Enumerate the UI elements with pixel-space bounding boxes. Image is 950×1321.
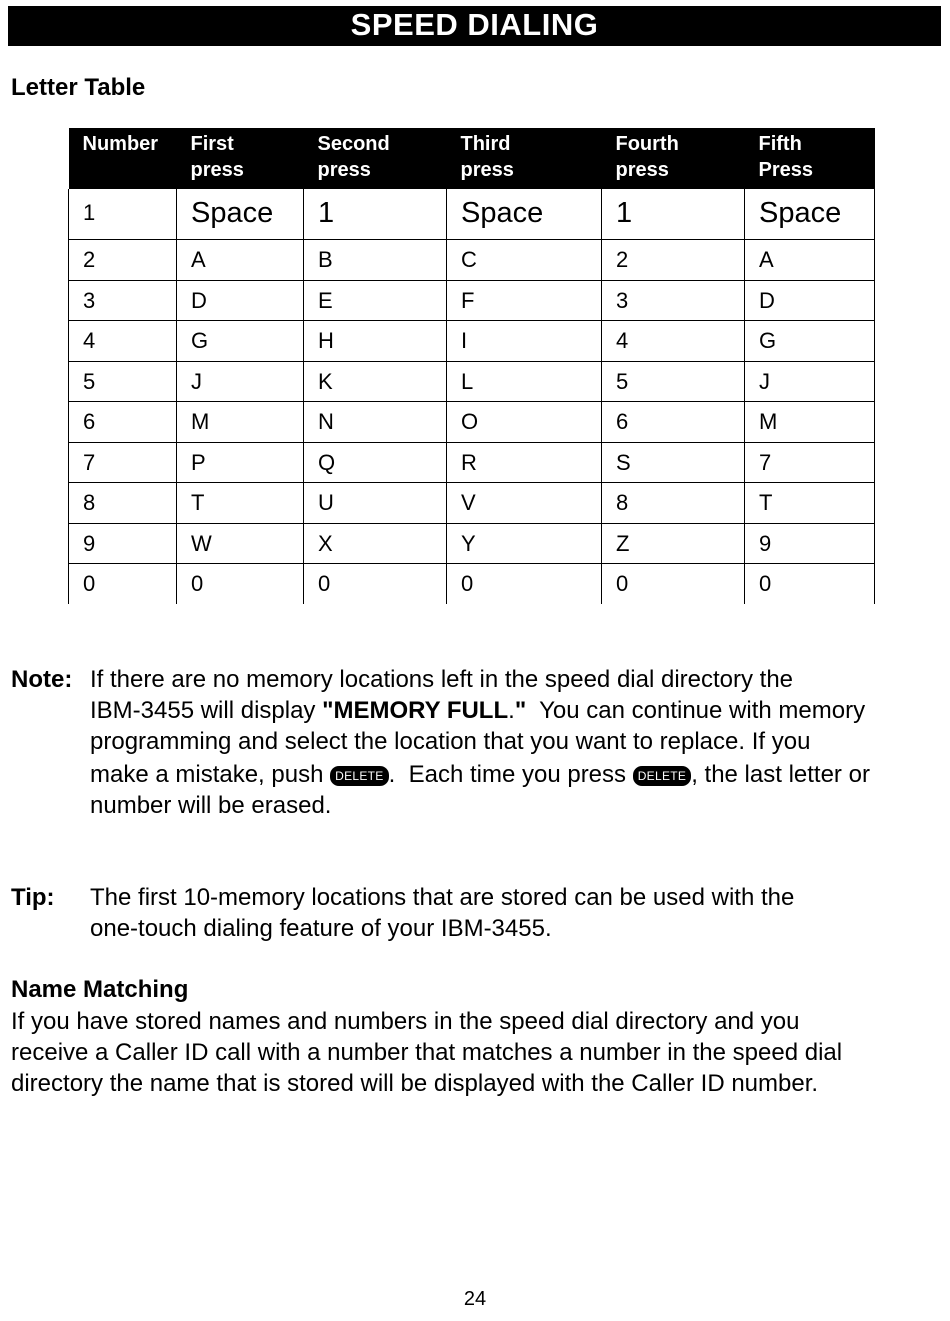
- table-cell: [745, 361, 875, 402]
- table-cell-text: 4: [616, 328, 629, 353]
- table-cell-text: X: [318, 530, 333, 556]
- table-cell: [745, 321, 875, 362]
- table-cell-text: 0: [461, 571, 474, 596]
- column-header: [69, 128, 177, 189]
- table-cell: [602, 402, 745, 443]
- table-cell-text: 9: [759, 530, 772, 556]
- name-matching-line: receive a Caller ID call with a number that matches a number in the speed dial: [11, 1039, 843, 1066]
- table-cell-text: 0: [191, 571, 204, 596]
- table-cell-text: 6: [83, 409, 96, 434]
- table-row: [69, 240, 875, 281]
- table-cell-text: U: [318, 490, 334, 515]
- table-cell: [69, 483, 177, 524]
- table-cell-text: 0: [616, 571, 629, 596]
- table-cell-text: B: [318, 247, 333, 272]
- table-row: [69, 564, 875, 604]
- table-cell: [177, 280, 304, 321]
- table-cell: [304, 402, 447, 443]
- table-cell: [447, 402, 602, 443]
- table-cell-text: A: [191, 247, 206, 272]
- table-cell: [69, 442, 177, 483]
- note-line: number will be erased.: [90, 792, 332, 819]
- table-cell: [602, 240, 745, 281]
- table-cell-text: H: [318, 328, 334, 353]
- table-cell: [304, 361, 447, 402]
- column-header-line: Fifth: [758, 133, 802, 155]
- letter-table: [68, 128, 875, 604]
- table-cell-text: J: [191, 368, 202, 394]
- delete-key-icon: DELETE: [330, 766, 388, 786]
- table-cell: [304, 321, 447, 362]
- table-cell: [304, 523, 447, 564]
- column-header-line: press: [190, 159, 244, 181]
- table-cell: [69, 523, 177, 564]
- column-header-line: First: [190, 133, 234, 155]
- table-cell-text: A: [759, 247, 774, 272]
- table-cell-text: 2: [616, 247, 629, 272]
- note-line: [90, 695, 870, 726]
- table-cell-text: 5: [616, 368, 629, 394]
- table-cell: [602, 442, 745, 483]
- table-cell: [602, 483, 745, 524]
- table-row: [69, 483, 875, 524]
- table-row: [69, 321, 875, 362]
- table-cell-text: T: [191, 490, 205, 515]
- name-matching-text: [11, 1006, 842, 1099]
- note-text-span: , the last letter or: [691, 761, 870, 788]
- table-cell-text: Space: [759, 197, 842, 229]
- delete-key-icon: DELETE: [633, 766, 691, 786]
- table-cell: [304, 189, 447, 240]
- letter-table-heading: Letter Table: [11, 74, 146, 101]
- table-cell: [177, 189, 304, 240]
- table-cell: [177, 240, 304, 281]
- table-cell-text: G: [191, 328, 209, 353]
- letter-table-body: [69, 189, 875, 604]
- name-matching-heading: Name Matching: [11, 976, 189, 1003]
- table-cell-text: M: [759, 409, 778, 434]
- table-cell-text: 9: [83, 530, 96, 556]
- note-text-span: IBM-3455 will display: [90, 697, 323, 724]
- table-cell-text: C: [461, 247, 477, 272]
- column-header: [447, 128, 602, 189]
- letter-table-header: [69, 128, 875, 189]
- column-header: [745, 128, 875, 189]
- table-cell-text: 4: [83, 328, 96, 353]
- column-header-line: press: [615, 159, 669, 181]
- table-cell: [447, 280, 602, 321]
- table-cell-text: Q: [318, 449, 336, 475]
- table-cell: [69, 280, 177, 321]
- note-text-span: .: [508, 697, 515, 724]
- table-cell: [304, 483, 447, 524]
- table-cell: [745, 483, 875, 524]
- table-cell: [69, 240, 177, 281]
- column-header: [304, 128, 447, 189]
- table-cell: [745, 564, 875, 604]
- table-cell: [177, 402, 304, 443]
- tip-line: The first 10-memory locations that are stored can be used with the: [90, 884, 795, 911]
- table-cell: [447, 523, 602, 564]
- table-cell-text: 1: [318, 197, 335, 229]
- table-cell-text: 1: [83, 200, 96, 225]
- table-cell-text: E: [318, 287, 333, 313]
- tip-line: one-touch dialing feature of your IBM-3455.: [90, 915, 552, 942]
- table-cell: [447, 189, 602, 240]
- table-cell: [602, 321, 745, 362]
- table-cell: [447, 240, 602, 281]
- table-row: [69, 361, 875, 402]
- table-cell-text: 0: [83, 571, 96, 596]
- table-cell: [177, 361, 304, 402]
- table-cell-text: L: [461, 368, 474, 394]
- column-header-line: Fourth: [615, 133, 679, 155]
- name-matching-line: directory the name that is stored will be displayed with the Caller ID number.: [11, 1070, 819, 1097]
- table-cell-text: D: [759, 287, 775, 313]
- table-cell: [177, 564, 304, 604]
- note-line: If there are no memory locations left in the speed dial directory the: [90, 666, 794, 693]
- table-cell: [602, 280, 745, 321]
- note-line: programming and select the location that you want to replace. If you: [90, 728, 811, 755]
- table-cell-text: 0: [759, 571, 772, 596]
- table-cell-text: 6: [616, 409, 629, 434]
- table-cell-text: K: [318, 368, 333, 394]
- table-cell: [447, 321, 602, 362]
- name-matching-line: If you have stored names and numbers in the speed dial directory and you: [11, 1008, 800, 1035]
- table-cell: [745, 240, 875, 281]
- table-cell: [69, 402, 177, 443]
- table-cell-text: S: [616, 449, 631, 475]
- table-cell-text: 8: [616, 490, 629, 515]
- column-header-line: press: [460, 159, 514, 181]
- note-text: [90, 664, 870, 821]
- table-cell-text: I: [461, 328, 468, 353]
- table-cell: [177, 321, 304, 362]
- table-cell: [602, 361, 745, 402]
- memory-full-text: "MEMORY FULL: [322, 697, 509, 724]
- table-cell: [304, 240, 447, 281]
- column-header-line: press: [317, 159, 371, 181]
- table-cell-text: N: [318, 409, 334, 434]
- table-cell: [745, 523, 875, 564]
- table-cell: [177, 523, 304, 564]
- column-header-line: Number: [82, 133, 159, 155]
- table-cell: [447, 361, 602, 402]
- table-row: [69, 402, 875, 443]
- table-row: [69, 523, 875, 564]
- table-cell-text: T: [759, 490, 773, 515]
- table-cell-text: V: [461, 490, 476, 515]
- memory-full-quote: ": [514, 697, 527, 724]
- note-label: Note:: [11, 666, 73, 693]
- table-cell: [69, 564, 177, 604]
- table-cell-text: 5: [83, 368, 96, 394]
- table-cell: [745, 189, 875, 240]
- column-header: [177, 128, 304, 189]
- table-cell: [177, 483, 304, 524]
- column-header-line: Third: [460, 133, 511, 155]
- table-cell-text: D: [191, 287, 207, 313]
- table-cell-text: 1: [616, 197, 633, 229]
- table-cell: [304, 280, 447, 321]
- table-cell-text: Space: [461, 197, 544, 229]
- table-cell: [69, 361, 177, 402]
- table-cell-text: G: [759, 328, 777, 353]
- table-cell-text: Space: [191, 197, 274, 229]
- tip-label: Tip:: [11, 884, 55, 911]
- table-row: [69, 189, 875, 240]
- table-cell: [745, 442, 875, 483]
- table-cell: [447, 442, 602, 483]
- table-cell-text: J: [759, 368, 770, 394]
- table-cell-text: P: [191, 449, 206, 475]
- table-cell-text: 8: [83, 490, 96, 515]
- table-cell: [602, 564, 745, 604]
- table-cell: [602, 189, 745, 240]
- table-cell: [447, 483, 602, 524]
- column-header: [602, 128, 745, 189]
- table-cell-text: R: [461, 449, 477, 475]
- table-cell-text: 0: [318, 571, 331, 596]
- table-cell: [304, 564, 447, 604]
- table-cell-text: F: [461, 287, 475, 313]
- table-row: [69, 280, 875, 321]
- table-cell-text: 3: [83, 287, 96, 313]
- table-cell: [447, 564, 602, 604]
- table-cell-text: W: [191, 530, 212, 556]
- table-cell-text: 2: [83, 247, 96, 272]
- table-cell: [745, 402, 875, 443]
- note-text-span: You can continue with memory: [526, 697, 866, 724]
- table-cell: [69, 189, 177, 240]
- table-cell: [745, 280, 875, 321]
- table-cell-text: 7: [759, 449, 772, 475]
- table-cell-text: Z: [616, 530, 630, 556]
- note-line: [90, 759, 870, 790]
- table-row: [69, 442, 875, 483]
- note-text-span: make a mistake, push: [90, 761, 331, 788]
- table-cell: [602, 523, 745, 564]
- table-cell: [69, 321, 177, 362]
- page-number: 24: [463, 1288, 487, 1310]
- note-text-span: . Each time you press: [388, 761, 633, 788]
- page-title: SPEED DIALING: [8, 6, 941, 46]
- table-cell-text: M: [191, 409, 210, 434]
- table-cell: [177, 442, 304, 483]
- table-cell: [304, 442, 447, 483]
- tip-text: [90, 882, 794, 944]
- table-cell-text: Y: [461, 530, 476, 556]
- column-header-line: Press: [758, 159, 813, 181]
- table-cell-text: O: [461, 409, 479, 434]
- column-header-line: Second: [317, 133, 390, 155]
- table-cell-text: 7: [83, 449, 96, 475]
- table-cell-text: 3: [616, 287, 629, 313]
